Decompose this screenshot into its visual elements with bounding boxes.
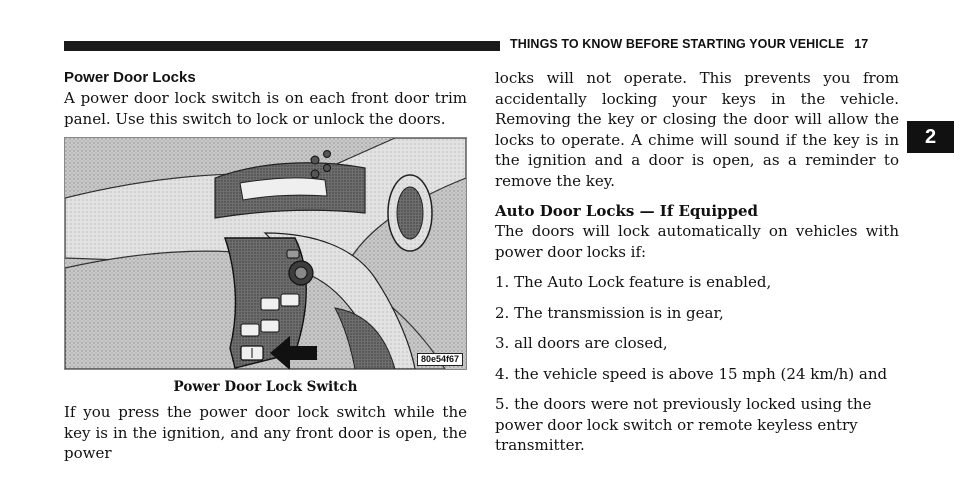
power-door-locks-intro: A power door lock switch is on each front door trim panel. Use this switch to lock or unlock the doors. (64, 89, 467, 128)
figure-code: 80e54f67 (417, 353, 463, 366)
left-column (64, 68, 467, 464)
continuation-paragraph: locks will not operate. This prevents you from accidentally locking your keys in the vehicle. Removing the key or closing the door will allow the locks to operate. A chime will sound if the key is in the ignition and a door is open, as a reminder to remove the key. (495, 69, 899, 190)
right-column (495, 68, 899, 456)
chapter-tab: 2 (907, 121, 954, 153)
page-number: 17 (854, 37, 869, 51)
figure-caption: Power Door Lock Switch (173, 379, 358, 395)
door-panel-drawing (65, 138, 466, 369)
auto-lock-conditions-list (495, 272, 899, 456)
header-rule (64, 41, 500, 51)
auto-door-locks-intro: The doors will lock automatically on vehicles with power door locks if: (495, 222, 899, 261)
condition-item: 3. all doors are closed, (495, 334, 668, 352)
condition-item: 2. The transmission is in gear, (495, 303, 724, 322)
condition-item: 4. the vehicle speed is above 15 mph (24 km/h) and (495, 364, 888, 383)
condition-item: 5. the doors were not previously locked using the power door lock switch or remote keyless entry transmitter. (495, 395, 872, 454)
power-door-locks-body: If you press the power door lock switch while the key is in the ignition, and any front door is open, the power (64, 403, 467, 462)
door-panel-illustration (64, 137, 467, 370)
running-header (510, 37, 900, 51)
condition-item: 1. The Auto Lock feature is enabled, (495, 273, 772, 291)
auto-door-locks-heading: Auto Door Locks — If Equipped (495, 202, 759, 220)
power-door-locks-heading: Power Door Locks (64, 69, 196, 86)
section-title: THINGS TO KNOW BEFORE STARTING YOUR VEHICLE (510, 37, 845, 51)
